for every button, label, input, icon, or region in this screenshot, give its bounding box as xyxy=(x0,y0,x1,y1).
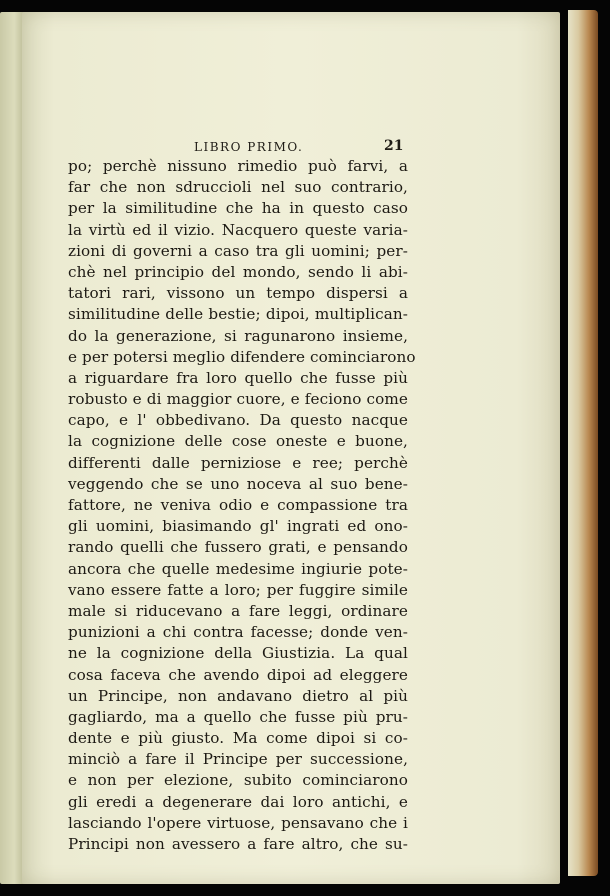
text-line: male si riducevano a fare leggi, ordinare xyxy=(68,601,408,620)
text-line: e non per elezione, subito cominciarono xyxy=(68,771,408,790)
text-line: do la generazione, si ragunarono insieme, xyxy=(68,326,408,345)
text-line: chè nel principio del mondo, sendo li abi- xyxy=(68,262,408,281)
text-line: ne la cognizione della Giustizia. La qual xyxy=(68,644,408,663)
text-line: tatori rari, vissono un tempo dispersi a xyxy=(68,284,408,303)
text-line: la cognizione delle cose oneste e buone, xyxy=(68,432,408,451)
text-line: e per potersi meglio difendere cominciarono xyxy=(68,347,416,366)
running-head: LIBRO PRIMO. xyxy=(194,140,304,154)
page-header xyxy=(172,134,402,156)
text-line: differenti dalle perniziose e ree; perchè xyxy=(68,453,408,472)
text-line: far che non sdruccioli nel suo contrario, xyxy=(68,178,408,197)
text-line: per la similitudine che ha in questo caso xyxy=(68,199,408,218)
page-number: 21 xyxy=(384,138,404,154)
text-line: capo, e l' obbedivano. Da questo nacque xyxy=(68,411,408,430)
text-line: ancora che quelle medesime ingiurie pote- xyxy=(68,559,408,578)
book-cover-edge xyxy=(568,10,598,876)
text-line: rando quelli che fussero grati, e pensando xyxy=(68,538,408,557)
facing-page-edge xyxy=(0,12,24,884)
text-line: dente e più giusto. Ma come dipoi si co- xyxy=(68,729,408,748)
body-text xyxy=(68,156,416,855)
text-line: Principi non avessero a fare altro, che su- xyxy=(68,835,408,853)
text-line: un Principe, non andavano dietro al più xyxy=(68,686,408,705)
text-line: minciò a fare il Principe per successione, xyxy=(68,750,408,769)
text-line: zioni di governi a caso tra gli uomini; per- xyxy=(68,241,408,260)
text-line: gagliardo, ma a quello che fusse più pru- xyxy=(68,707,408,726)
book-page xyxy=(22,12,560,884)
text-line: punizioni a chi contra facesse; donde ven- xyxy=(68,623,408,642)
text-line: fattore, ne veniva odio e compassione tra xyxy=(68,496,408,514)
text-line: lasciando l'opere virtuose, pensavano che i xyxy=(68,813,408,832)
text-line: gli uomini, biasimando gl' ingrati ed ono- xyxy=(68,517,408,536)
text-line: la virtù ed il vizio. Nacquero queste varia- xyxy=(68,220,408,239)
text-line: a riguardare fra loro quello che fusse più xyxy=(68,368,408,387)
text-line: veggendo che se uno noceva al suo bene- xyxy=(68,474,408,493)
text-line: cosa faceva che avendo dipoi ad eleggere xyxy=(68,665,408,684)
text-line: similitudine delle bestie; dipoi, multiplican- xyxy=(68,305,408,324)
text-line: gli eredi a degenerare dai loro antichi, e xyxy=(68,792,408,811)
text-line: po; perchè nissuno rimedio può farvi, a xyxy=(68,157,408,175)
text-line: vano essere fatte a loro; per fuggire simile xyxy=(68,580,408,599)
text-line: robusto e di maggior cuore, e feciono come xyxy=(68,390,408,409)
